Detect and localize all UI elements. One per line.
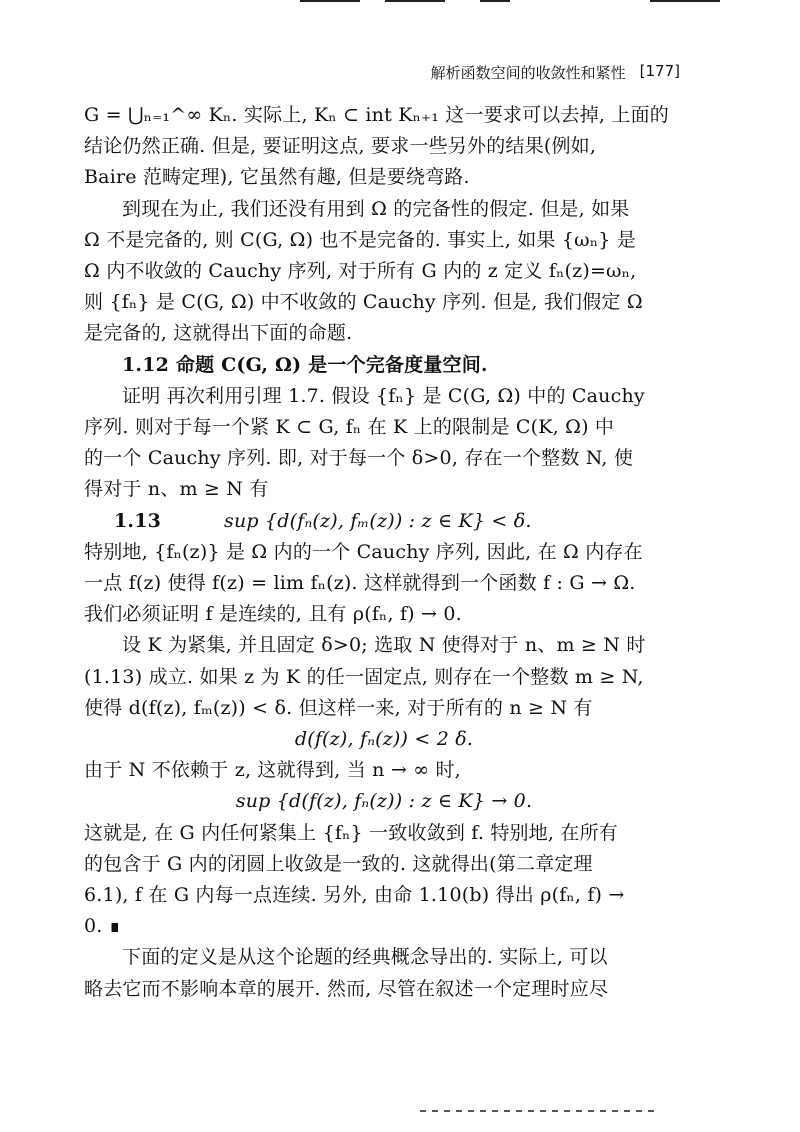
top-rule-4 — [650, 0, 720, 2]
page-number: [177] — [639, 62, 680, 80]
text-line: 略去它而不影响本章的展开. 然而, 尽管在叙述一个定理时应尽 — [84, 977, 609, 1000]
text-line: Ω 不是完备的, 则 C(G, Ω) 也不是完备的. 事实上, 如果 {ωₙ} 是 — [84, 228, 636, 251]
text-line: 0. ∎ — [84, 915, 122, 938]
header-title: 解析函数空间的收敛性和紧性 — [430, 64, 626, 82]
text-line: 得对于 n、m ≥ N 有 — [84, 478, 269, 501]
text-line: 则 {fₙ} 是 C(G, Ω) 中不收敛的 Cauchy 序列. 但是, 我们假定 Ω — [84, 291, 643, 314]
text-line: 特别地, {fₙ(z)} 是 Ω 内的一个 Cauchy 序列, 因此, 在 Ω 内存在 — [84, 540, 643, 563]
text-line: 下面的定义是从这个论题的经典概念导出的. 实际上, 可以 — [122, 946, 608, 969]
equation-body: sup {d(fₙ(z), fₘ(z)) : z ∈ K} < δ. — [224, 509, 532, 532]
proposition-line: 1.12 命题 C(G, Ω) 是一个完备度量空间. — [122, 353, 488, 376]
bottom-scan-artifact — [420, 1110, 660, 1112]
text-line: 使得 d(f(z), fₘ(z)) < δ. 但这样一来, 对于所有的 n ≥ N 有 — [84, 696, 593, 719]
equation-display: sup {d(f(z), fₙ(z)) : z ∈ K} → 0. — [235, 790, 533, 813]
running-header — [380, 62, 680, 83]
text-line: 的一个 Cauchy 序列. 即, 对于每一个 δ>0, 存在一个整数 N, 使 — [84, 447, 634, 470]
equation-number: 1.13 — [114, 509, 162, 532]
text-line: 序列. 则对于每一个紧 K ⊂ G, fₙ 在 K 上的限制是 C(K, Ω) 中 — [84, 416, 615, 439]
text-line: 到现在为止, 我们还没有用到 Ω 的完备性的假定. 但是, 如果 — [122, 197, 630, 220]
text-line: Baire 范畴定理), 它虽然有趣, 但是要绕弯路. — [84, 166, 470, 189]
text-line: Ω 内不收敛的 Cauchy 序列, 对于所有 G 内的 z 定义 fₙ(z)=ωₙ, — [84, 260, 637, 283]
text-line: 结论仍然正确. 但是, 要证明这点, 要求一些另外的结果(例如, — [84, 135, 597, 158]
equation-1-13 — [84, 506, 684, 537]
text-line: 这就是, 在 G 内任何紧集上 {fₙ} 一致收敛到 f. 特别地, 在所有 — [84, 821, 618, 844]
text-line: 由于 N 不依赖于 z, 这就得到, 当 n → ∞ 时, — [84, 759, 461, 782]
text-line: 6.1), f 在 G 内每一点连续. 另外, 由命 1.10(b) 得出 ρ(fₙ, f) → — [84, 884, 625, 907]
text-line: (1.13) 成立. 如果 z 为 K 的任一固定点, 则存在一个整数 m ≥ N, — [84, 665, 644, 688]
text-line: 我们必须证明 f 是连续的, 且有 ρ(fₙ, f) → 0. — [84, 603, 462, 626]
page-body — [84, 100, 684, 1005]
equation-display: d(f(z), fₙ(z)) < 2 δ. — [294, 728, 474, 751]
top-rule-2 — [385, 0, 445, 2]
text-line: 是完备的, 这就得出下面的命题. — [84, 322, 353, 345]
top-rule-1 — [300, 0, 360, 2]
text-line: 设 K 为紧集, 并且固定 δ>0; 选取 N 使得对于 n、m ≥ N 时 — [122, 634, 646, 657]
text-line: 证明 再次利用引理 1.7. 假设 {fₙ} 是 C(G, Ω) 中的 Cauchy — [122, 384, 645, 407]
text-line: 的包含于 G 内的闭圆上收敛是一致的. 这就得出(第二章定理 — [84, 852, 593, 875]
text-line: G = ⋃ₙ₌₁^∞ Kₙ. 实际上, Kₙ ⊂ int Kₙ₊₁ 这一要求可以去掉, 上面的 — [84, 104, 669, 126]
top-rule-3 — [480, 0, 510, 2]
text-line: 一点 f(z) 使得 f(z) = lim fₙ(z). 这样就得到一个函数 f : G → Ω. — [84, 572, 636, 595]
